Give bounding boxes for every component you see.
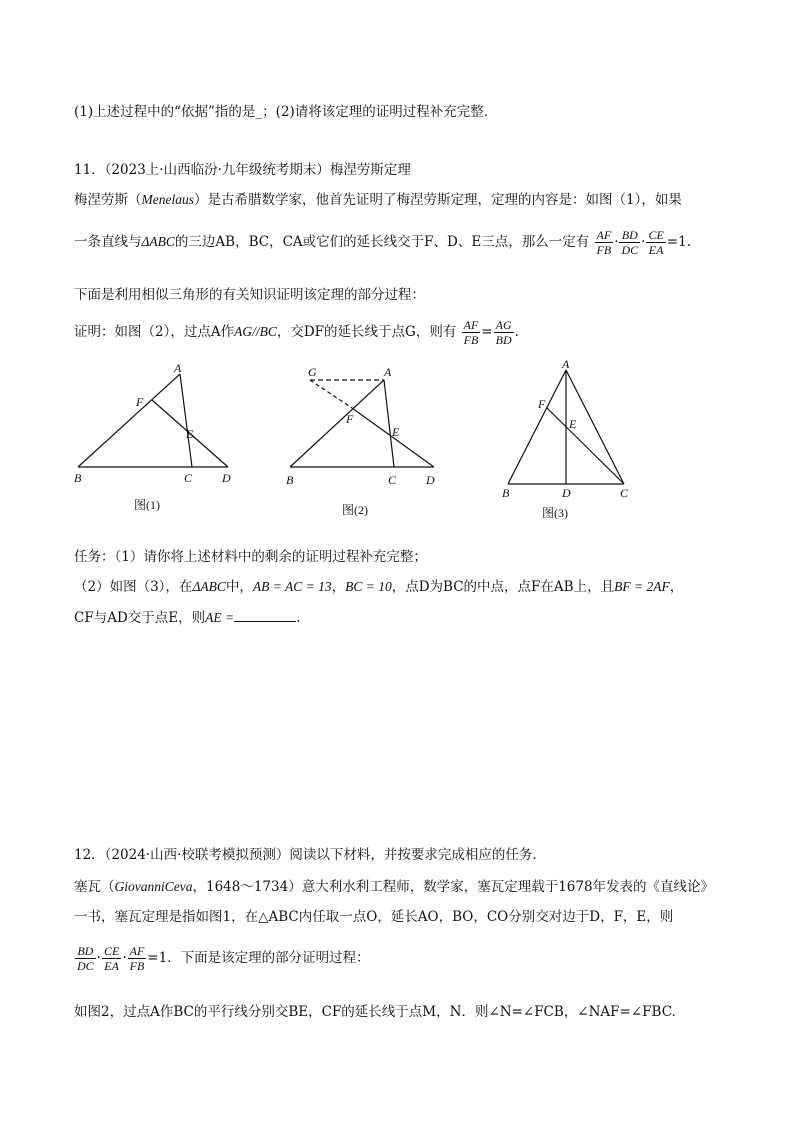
label-b: B: [74, 471, 82, 485]
q12-paragraph-4: 如图2，过点A作BC的平行线分别交BE，CF的延长线于点M，N．则∠N=∠FCB，∠NAF=∠FBC.: [74, 1004, 676, 1020]
fraction: $\frac{BD}{DC}$: [621, 228, 639, 257]
label-a: A: [174, 361, 182, 375]
answer-blank[interactable]: [234, 609, 296, 622]
fraction: $\frac{AF}{FB}$: [463, 318, 479, 347]
label-g: G: [308, 365, 317, 379]
figure-1: [70, 360, 250, 520]
q11-task-2: （2）如图（3），在ΔABC中，AB = AC = 13，BC = 10，点D为BC的中点，点F在AB上，且BF = 2AF，: [74, 579, 684, 595]
fraction: $\frac{CE}{EA}$: [648, 228, 664, 257]
figure-3: [496, 356, 646, 526]
label-f: F: [538, 397, 546, 411]
q12-paragraph-1: 塞瓦（GiovanniCeva，1648～1734）意大利水利工程师，数学家，塞瓦定理载于1678年发表的《直线论》: [74, 879, 715, 895]
q11-header: 11．（2023上·山西临汾·九年级统考期末）梅涅劳斯定理: [74, 162, 411, 178]
q12-header: 12．（2024·山西·校联考模拟预测）阅读以下材料，并按要求完成相应的任务．: [74, 847, 546, 863]
label-e: E: [392, 425, 400, 439]
fraction: $\frac{AG}{BD}$: [495, 318, 512, 347]
fraction: $\frac{CE}{EA}$: [103, 944, 120, 973]
label-a: A: [384, 365, 392, 379]
q11-task-3: CF与AD交于点E，则AE = .: [74, 610, 301, 626]
caption: 图(2): [342, 503, 368, 517]
figure-2: [280, 360, 450, 520]
label-b: B: [286, 473, 294, 487]
label-e: E: [569, 417, 577, 431]
label-e: E: [186, 427, 194, 441]
label-f: F: [136, 395, 144, 409]
q11-paragraph-4: 证明：如图（2），过点A作AG//BC，交DF的延长线于点G，则有 $\frac{AF}{FB}$ = $\frac{AG}{BD}$ .: [74, 318, 519, 347]
label-d: D: [426, 473, 435, 487]
label-c: C: [620, 486, 629, 500]
fraction: $\frac{AF}{FB}$: [596, 228, 612, 257]
label-d: D: [562, 486, 571, 500]
q11-paragraph-3: 下面是利用相似三角形的有关知识证明该定理的部分过程：: [74, 287, 425, 303]
fraction: $\frac{BD}{DC}$: [77, 944, 94, 973]
q11-task-1: 任务：（1）请你将上述材料中的剩余的证明过程补充完整；: [74, 549, 427, 565]
label-d: D: [222, 471, 231, 485]
label-a: A: [562, 357, 570, 371]
q11-paragraph-1: 梅涅劳斯（Menelaus）是古希腊数学家，他首先证明了梅涅劳斯定理，定理的内容是：如图（1），如果: [74, 192, 682, 208]
caption: 图(1): [134, 498, 160, 512]
label-f: F: [346, 412, 354, 426]
caption: 图(3): [542, 506, 568, 520]
label-c: C: [184, 471, 193, 485]
q12-paragraph-3: $\frac{BD}{DC}$ · $\frac{CE}{EA}$ · $\frac{AF}{FB}$ =1．下面是该定理的部分证明过程：: [77, 944, 370, 973]
q11-paragraph-2: 一条直线与ΔABC的三边AB，BC，CA或它们的延长线交于F、D、E三点，那么一定有 $\frac{AF}{FB}$ · $\frac{BD}{DC}$ · $\frac{CE}{EA}$ =1.: [74, 228, 691, 257]
previous-question-line: (1)上述过程中的“依据”指的是_；(2)请将该定理的证明过程补充完整．: [74, 104, 498, 120]
q12-paragraph-2: 一书，塞瓦定理是指如图1，在△ABC内任取一点O，延长AO，BO，CO分别交对边于D，F，E，则: [74, 909, 674, 925]
label-b: B: [502, 486, 510, 500]
fraction: $\frac{AF}{FB}$: [129, 944, 145, 973]
label-c: C: [388, 473, 397, 487]
